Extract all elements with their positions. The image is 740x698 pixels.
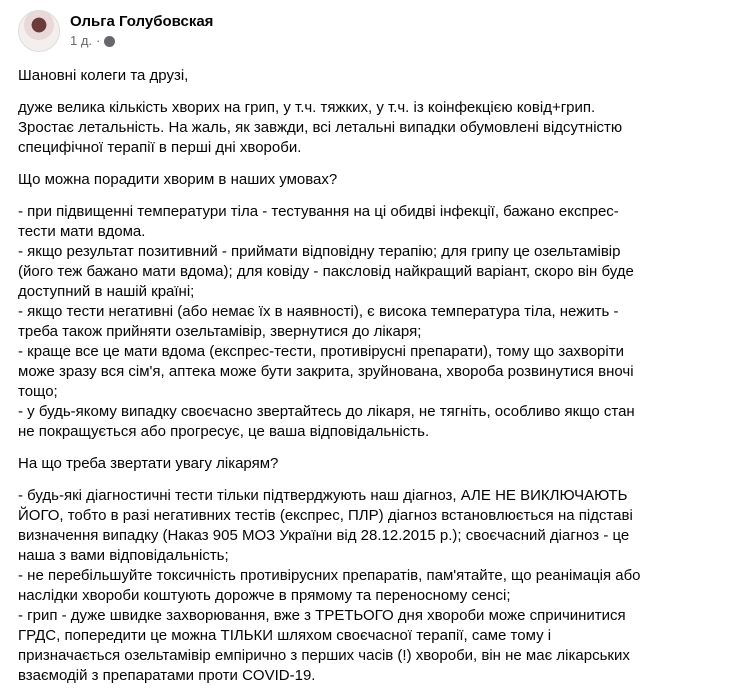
text-line: - не перебільшуйте токсичність противірусних препаратів, пам'ятайте, що реанімація або xyxy=(18,567,641,584)
text-line: тощо; xyxy=(18,383,58,400)
post-paragraph xyxy=(18,170,641,190)
author-name[interactable]: Ольга Голубовская xyxy=(70,13,214,30)
text-line: специфічної терапії в перші дні хвороби. xyxy=(18,139,302,156)
text-line: (його теж бажано мати вдома); для ковіду - паксловід найкращий варіант, скоро він буде xyxy=(18,263,634,280)
text-line: Що можна порадити хворим в наших умовах? xyxy=(18,171,338,188)
post-paragraph xyxy=(18,66,641,86)
globe-icon[interactable] xyxy=(104,36,115,47)
text-line: Шановні колеги та друзі, xyxy=(18,67,189,84)
text-line: наша з вами відповідальність; xyxy=(18,547,229,564)
text-line: призначається озельтамівір емпірично з перших часів (!) хвороби, він не має лікарських xyxy=(18,647,630,664)
text-line: треба також прийняти озельтамівір, звернутися до лікаря; xyxy=(18,323,422,340)
post-paragraph xyxy=(18,202,641,442)
post-paragraph xyxy=(18,98,641,158)
avatar[interactable] xyxy=(18,10,60,52)
text-line: тести мати вдома. xyxy=(18,223,146,240)
text-line: не покращується або прогресує, це ваша відповідальність. xyxy=(18,423,430,440)
text-line: ЙОГО, тобто в разі негативних тестів (експрес, ПЛР) діагноз встановлюється на підставі xyxy=(18,507,633,524)
post-time[interactable]: 1 д. xyxy=(70,33,93,48)
text-line: дуже велика кількість хворих на грип, у т.ч. тяжких, у т.ч. із коінфекцією ковід+грип. xyxy=(18,99,596,116)
text-line: Зростає летальність. На жаль, як завжди, всі летальні випадки обумовлені відсутністю xyxy=(18,119,623,136)
post-body xyxy=(18,66,641,698)
text-line: може зразу вся сім'я, аптека може бути закрита, зруйнована, хвороба розвинутися вночі xyxy=(18,363,634,380)
text-line: - при підвищенні температури тіла - тестування на ці обидві інфекції, бажано експрес- xyxy=(18,203,619,220)
text-line: доступний в нашій країні; xyxy=(18,283,195,300)
text-line: - краще все це мати вдома (експрес-тести, противірусні препарати), тому що захворіти xyxy=(18,343,624,360)
text-line: - якщо тести негативні (або немає їх в наявності), є висока температура тіла, нежить - xyxy=(18,303,619,320)
post-header xyxy=(18,10,213,52)
text-line: визначення випадку (Наказ 905 МОЗ України від 28.12.2015 р.); своєчасний діагноз - це xyxy=(18,527,630,544)
text-line: - у будь-якому випадку своєчасно звертайтесь до лікаря, не тягніть, особливо якщо стан xyxy=(18,403,635,420)
post-meta xyxy=(70,12,213,50)
post-subline xyxy=(70,32,213,50)
text-line: На що треба звертати увагу лікарям? xyxy=(18,455,279,472)
text-line: - грип - дуже швидке захворювання, вже з ТРЕТЬОГО дня хвороби може спричинитися xyxy=(18,607,626,624)
text-line: - будь-які діагностичні тести тільки підтверджують наш діагноз, АЛЕ НЕ ВИКЛЮЧАЮТЬ xyxy=(18,487,628,504)
text-line: наслідки хвороби коштують дорожче в прямому та переносному сенсі; xyxy=(18,587,511,604)
post-paragraph xyxy=(18,454,641,474)
text-line: ГРДС, попередити це можна ТІЛЬКИ шляхом своєчасної терапії, саме тому і xyxy=(18,627,552,644)
post-paragraph xyxy=(18,486,641,686)
separator: · xyxy=(96,33,101,48)
text-line: взаємодій з препаратами проти COVID-19. xyxy=(18,667,316,684)
text-line: - якщо результат позитивний - приймати відповідну терапію; для грипу це озельтамівір xyxy=(18,243,621,260)
